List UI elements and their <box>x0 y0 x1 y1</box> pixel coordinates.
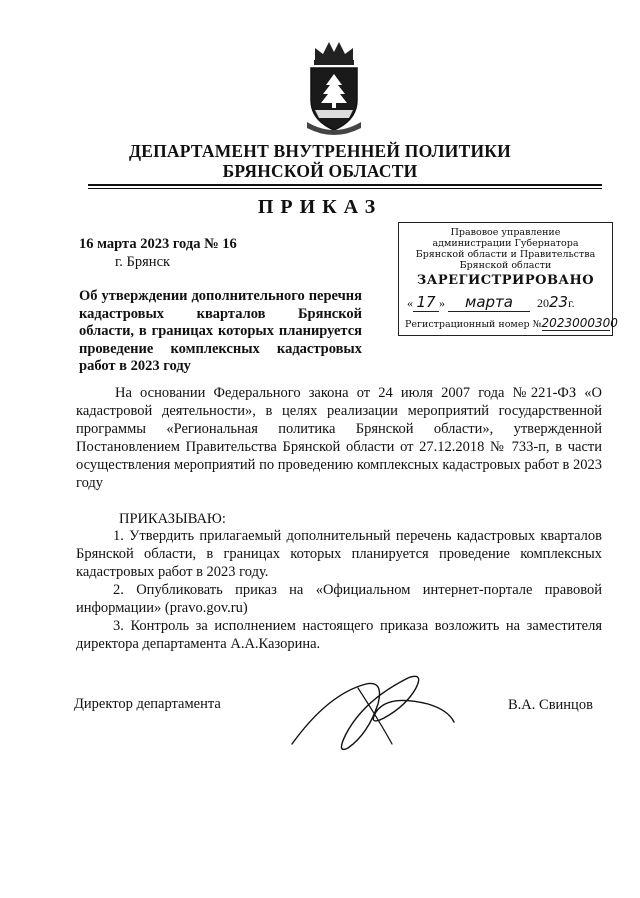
document-type-title: ПРИКАЗ <box>257 196 383 218</box>
department-title-line2: БРЯНСКОЙ ОБЛАСТИ <box>222 161 418 181</box>
document-subject: Об утверждении дополнительного перечня кадастровых кварталов Брянской области, в границах которых планируется проведение комплексных кадастровых работ в 2023 году <box>79 288 362 374</box>
stamp-date: « 17 » марта 2023г. <box>407 293 575 311</box>
order-item-3: 3. Контроль за исполнением настоящего приказа возложить на заместителя директора департамента А.А.Казорина. <box>76 618 602 652</box>
header-rule-thin <box>88 188 602 189</box>
stamp-year-unit: г. <box>568 296 575 310</box>
preamble-paragraph: На основании Федерального закона от 24 июля 2007 года №221-ФЗ «О кадастровой деятельности», в целях реализации мероприятий государственной программы «Региональная политика Брянской области», утвержденной Постановлением Правительства Брянской области от 27.12.2018 № 733-п, в части осуществления мероприятий по проведению комплексных кадастровых работ в 2023 году <box>76 385 602 491</box>
stamp-line1: Правовое управление <box>450 227 561 238</box>
stamp-day: 17 <box>413 293 439 312</box>
order-item-1: 1. Утвердить прилагаемый дополнительный перечень кадастровых кварталов Брянской области, в границах которых планируется проведение комплексных кадастровых работ в 2023 году. <box>76 528 602 580</box>
department-title-line1: ДЕПАРТАМЕНТ ВНУТРЕННЕЙ ПОЛИТИКИ <box>129 141 511 161</box>
registration-stamp <box>398 222 618 336</box>
document-city: г. Брянск <box>115 254 171 270</box>
order-item-2: 2. Опубликовать приказ на «Официальном интернет-портале правовой информации» (pravo.gov.ru) <box>76 582 602 616</box>
signatory-name: В.А. Свинцов <box>508 697 593 713</box>
stamp-line4: Брянской области <box>459 260 552 271</box>
header-rule-thick <box>88 184 602 186</box>
signatory-position: Директор департамента <box>74 696 221 712</box>
handwritten-signature-icon <box>288 664 458 754</box>
stamp-number-label: Регистрационный номер № <box>405 319 542 330</box>
stamp-registered: ЗАРЕГИСТРИРОВАНО <box>416 273 595 288</box>
stamp-number-row <box>405 316 618 331</box>
stamp-number: 2023000300 <box>541 316 618 330</box>
bryansk-coat-of-arms-icon <box>303 38 365 138</box>
stamp-month: марта <box>448 293 530 312</box>
order-word: ПРИКАЗЫВАЮ: <box>119 511 226 527</box>
stamp-year-prefix: 20 <box>537 296 549 310</box>
stamp-year-suffix: 23 <box>549 293 569 311</box>
stamp-line2: администрации Губернатора <box>432 238 579 249</box>
stamp-line3: Брянской области и Правительства <box>415 249 596 260</box>
document-dateline: 16 марта 2023 года № 16 <box>79 236 237 252</box>
order-items <box>76 527 602 653</box>
